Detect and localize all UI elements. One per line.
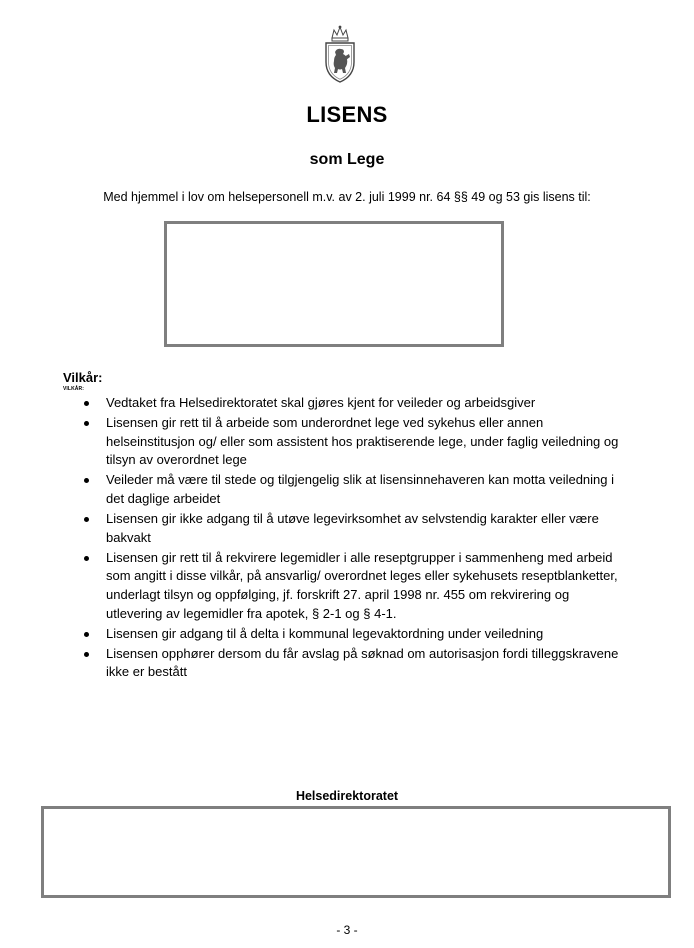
signature-box	[41, 806, 671, 898]
conditions-heading: Vilkår:	[63, 370, 103, 385]
condition-text: Lisensen gir rett til å arbeide som underordnet lege ved sykehus eller annen helseinstitusjon og/ eller som assistent hos praktiserende lege, under faglig veiledning og tilsyn av overordnet lege	[106, 415, 619, 468]
condition-text: Vedtaket fra Helsedirektoratet skal gjøres kjent for veileder og arbeidsgiver	[106, 395, 536, 410]
bullet-icon	[84, 421, 89, 426]
document-title: LISENS	[306, 102, 388, 127]
norwegian-coat-of-arms-icon	[322, 24, 358, 84]
condition-text: Lisensen gir ikke adgang til å utøve legevirksomhet av selvstendig karakter eller være bakvakt	[106, 511, 599, 545]
condition-item	[84, 645, 624, 682]
legal-authority-text: Med hjemmel i lov om helsepersonell m.v. av 2. juli 1999 nr. 64 §§ 49 og 53 gis lisens til:	[103, 190, 591, 204]
bullet-icon	[84, 632, 89, 637]
bullet-icon	[84, 517, 89, 522]
bullet-icon	[84, 478, 89, 483]
condition-text: Veileder må være til stede og tilgjengelig slik at lisensinnehaveren kan motta veiledning i det daglige arbeidet	[106, 472, 615, 506]
conditions-list	[84, 394, 624, 683]
page-number: - 3 -	[336, 923, 358, 937]
licensee-name-box	[164, 221, 504, 347]
condition-item	[84, 414, 624, 470]
bullet-icon	[84, 556, 89, 561]
condition-text: Lisensen gir adgang til å delta i kommunal legevaktordning under veiledning	[106, 625, 544, 641]
conditions-subheading: VILKÅR:	[63, 386, 84, 392]
condition-item	[84, 510, 624, 547]
bullet-icon	[84, 652, 89, 657]
condition-item	[84, 471, 624, 508]
bullet-icon	[84, 401, 89, 406]
document-subtitle: som Lege	[309, 151, 385, 168]
condition-item	[84, 549, 624, 623]
condition-text: Lisensen gir rett til å rekvirere legemidler i alle reseptgrupper i sammenheng med arbeid som angitt i disse vilkår, på ansvarlig/ overordnet leges eller sykehusets reseptblanketter, underlagt tilsyn og oppfølging, jf. forskrift 27. april 1998 nr. 455 om rekvirering og utlevering av legemidler fra apotek, § 2-1 og § 4-1.	[106, 549, 618, 621]
issuer-label: Helsedirektoratet	[295, 789, 399, 803]
condition-item	[84, 394, 624, 413]
condition-text: Lisensen opphører dersom du får avslag på søknad om autorisasjon fordi tilleggskravene ikke er bestått	[106, 645, 619, 680]
condition-item	[84, 625, 624, 644]
